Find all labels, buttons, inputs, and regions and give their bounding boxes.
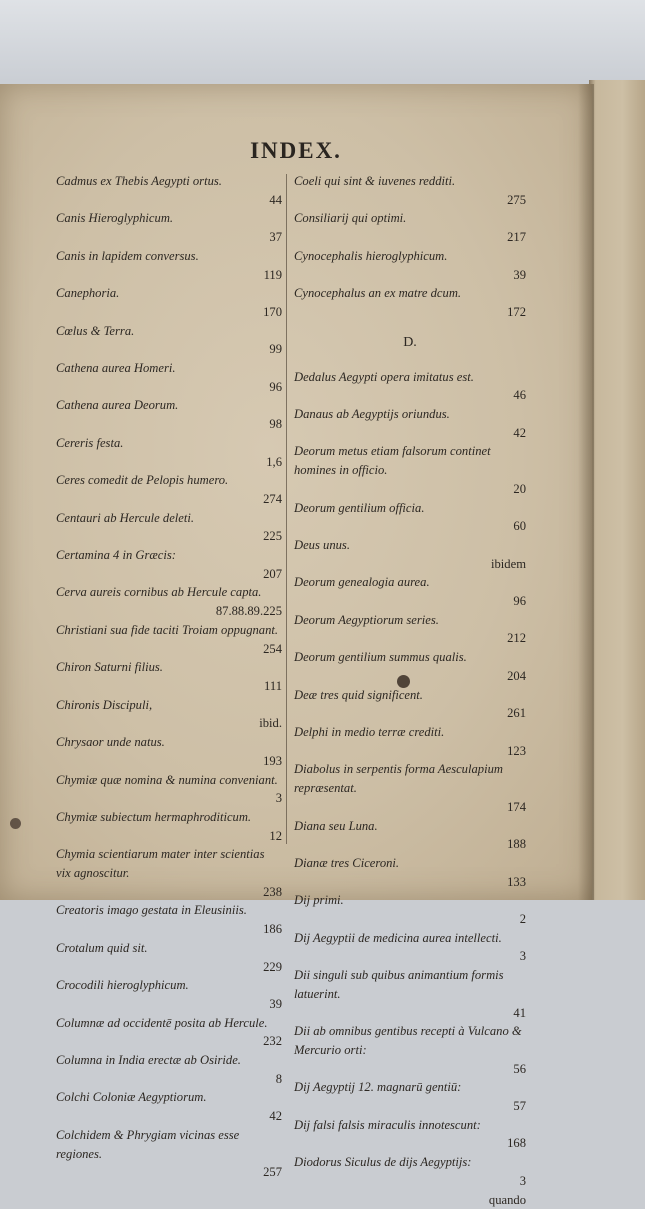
entry-text: Cereris festa. [56,435,124,450]
index-entry [56,939,282,976]
gutter-shadow [578,84,594,900]
index-entry [56,396,282,433]
entry-page-number: 212 [507,631,526,646]
entry-page-number: 20 [513,481,526,496]
entry-text: Christiani sua fide taciti Troiam oppugnant. [56,622,279,637]
index-entry [56,471,282,508]
entry-text: Diana seu Luna. [294,818,378,833]
index-entry [56,901,282,938]
entry-text: Canis in lapidem conversus. [56,248,199,263]
entry-text: Consiliarij qui optimi. [294,211,407,226]
entry-text: Dij Aegyptii de medicina aurea intellecti. [294,930,502,945]
entry-page-number: 275 [507,192,526,207]
index-entry [294,209,526,246]
entry-page-number: 56 [513,1061,526,1076]
entry-text: Deus unus. [294,537,350,552]
entry-page-number: 44 [269,192,282,207]
entry-page-number: 99 [269,342,282,357]
entry-text: Dij primi. [294,893,344,908]
entry-text: Crocodili hieroglyphicum. [56,978,189,993]
index-entry [56,1014,282,1051]
entry-text: Cadmus ex Thebis Aegypti ortus. [56,174,222,188]
index-entry [56,1088,282,1125]
entry-page-number: 8 [275,1071,282,1086]
entry-text: Certamina 4 in Græcis: [56,548,176,563]
index-entry [294,172,526,209]
entry-page-number: 2 [519,912,526,927]
entry-page-number: 204 [507,668,526,683]
entry-page-number: 261 [507,706,526,721]
entry-page-number: 37 [269,230,282,245]
index-heading: INDEX. [250,138,342,163]
next-page-edge [589,80,645,900]
left-column [56,172,282,1182]
index-entry [294,536,526,573]
index-entry [56,1051,282,1088]
entry-text: Canis Hieroglyphicum. [56,211,174,226]
index-entry [56,1126,282,1182]
entry-text: Chrysaor unde natus. [56,735,165,750]
index-entry [294,573,526,610]
right-column-c-entries [294,172,526,322]
index-entry [56,733,282,770]
entry-text: Ceres comedit de Pelopis humero. [56,473,229,488]
entry-page-number: 217 [507,230,526,245]
index-entry [294,284,526,321]
entry-text: Chymiæ subiectum hermaphroditicum. [56,809,252,824]
section-letter: D. [403,334,417,350]
entry-text: Canephoria. [56,286,120,301]
index-entry [56,359,282,396]
index-entry [294,368,526,405]
index-entry [294,966,526,1022]
entry-page-number: 207 [263,566,282,581]
entry-text: Centauri ab Hercule deleti. [56,510,195,525]
entry-page-number: 42 [269,1109,282,1124]
index-entry [294,1153,526,1190]
entry-page-number: 96 [269,379,282,394]
index-entry [56,771,282,808]
index-entry [56,658,282,695]
index-entry [294,817,526,854]
index-entry [294,499,526,536]
entry-page-number: 229 [263,959,282,974]
index-entry [56,434,282,471]
entry-text: Creatoris imago gestata in Eleusiniis. [56,903,247,918]
index-entry [56,976,282,1013]
entry-page-number: 87.88.89.225 [215,604,282,619]
entry-page-number: 238 [263,884,282,899]
index-entry [56,808,282,845]
index-entry [56,696,282,733]
entry-text: Cœlus & Terra. [56,323,135,338]
entry-page-number: ibid. [259,716,282,731]
entry-text: Chymiæ quæ nomina & numina conveniant. [56,772,278,787]
entry-page-number: 1,6 [266,454,282,469]
entry-text: Deorum metus etiam falsorum continet homines in officio. [294,444,491,478]
entry-page-number: 60 [513,519,526,534]
entry-text: Diabolus in serpentis forma Aesculapium repræsentat. [294,762,503,796]
entry-text: Deorum Aegyptiorum series. [294,612,439,627]
entry-text: Columna in India erectæ ab Osiride. [56,1053,241,1068]
index-entry [56,172,282,209]
entry-text: Chironis Discipuli, [56,697,153,712]
entry-text: Cynocephalis hieroglyphicum. [294,248,448,263]
right-column [294,172,526,1209]
catchword: quando [488,1192,526,1207]
entry-text: Deorum genealogia aurea. [294,575,430,590]
entry-page-number: 3 [519,1173,526,1188]
entry-text: Chymia scientiarum mater inter scientias vix agnoscitur. [56,847,265,881]
index-entry [294,1116,526,1153]
entry-page-number: 42 [513,425,526,440]
entry-text: Danaus ab Aegyptijs oriundus. [294,407,450,422]
entry-text: Dij falsi falsis miraculis innotescunt: [294,1117,481,1132]
entry-text: Dianæ tres Ciceroni. [294,855,400,870]
entry-page-number: 98 [269,417,282,432]
index-entry [294,1022,526,1078]
entry-page-number: 193 [263,753,282,768]
index-entry [56,845,282,901]
entry-page-number: 232 [263,1034,282,1049]
entry-page-number: 123 [507,743,526,758]
entry-text: Cathena aurea Deorum. [56,398,179,413]
entry-page-number: 57 [513,1099,526,1114]
ink-blot-margin [10,818,21,829]
entry-page-number: 119 [263,267,282,282]
background-surface [0,0,645,90]
entry-text: Colchi Coloniæ Aegyptiorum. [56,1090,207,1105]
index-entry [294,611,526,648]
entry-text: Dij Aegyptij 12. magnarū gentiū: [294,1080,462,1095]
entry-page-number: 172 [507,304,526,319]
index-entry [56,284,282,321]
column-divider [286,174,287,844]
right-column-d-entries [294,368,526,1191]
entry-page-number: 111 [264,678,282,693]
index-entry [56,583,282,620]
index-entry [294,723,526,760]
entry-text: Colchidem & Phrygiam vicinas esse regiones. [56,1127,240,1161]
entry-page-number: 133 [507,874,526,889]
entry-text: Deorum gentilium officia. [294,500,425,515]
entry-text: Cynocephalus an ex matre dcum. [294,286,462,301]
entry-text: Dii singuli sub quibus animantium formis latuerint. [294,968,504,1001]
entry-text: Columnæ ad occidentē posita ab Hercule. [56,1015,268,1030]
entry-page-number: 39 [269,996,282,1011]
entry-page-number: 225 [263,529,282,544]
entry-page-number: 3 [275,791,282,806]
index-entry [56,546,282,583]
index-entry [294,1078,526,1115]
entry-page-number: 39 [513,267,526,282]
entry-text: Diodorus Siculus de dijs Aegyptijs: [294,1155,472,1170]
entry-page-number: 96 [513,594,526,609]
index-entry [294,854,526,891]
entry-page-number: 41 [513,1005,526,1020]
index-entry [294,648,526,685]
index-entry [56,322,282,359]
entry-page-number: ibidem [491,556,526,571]
index-entry [56,509,282,546]
entry-text: Delphi in medio terræ crediti. [294,724,445,739]
entry-text: Deorum gentilium summus qualis. [294,650,467,665]
entry-page-number: 174 [507,799,526,814]
index-entry [294,760,526,816]
index-entry [56,209,282,246]
entry-page-number: 254 [263,641,282,656]
entry-text: Cerva aureis cornibus ab Hercule capta. [56,585,262,600]
index-entry [294,405,526,442]
entry-page-number: 188 [507,837,526,852]
entry-page-number: 170 [263,304,282,319]
entry-text: Crotalum quid sit. [56,940,148,955]
entry-page-number: 274 [263,491,282,506]
index-entry [294,442,526,498]
ink-blot [397,675,410,688]
entry-text: Deæ tres quid significent. [294,687,423,702]
entry-page-number: 168 [507,1136,526,1151]
index-entry [294,686,526,723]
entry-text: Cathena aurea Homeri. [56,361,176,376]
index-entry [56,621,282,658]
entry-text: Chiron Saturni filius. [56,660,163,675]
entry-text: Coeli qui sint & iuvenes redditi. [294,174,456,188]
entry-page-number: 3 [519,949,526,964]
index-entry [294,891,526,928]
index-entry [294,929,526,966]
index-entry [294,247,526,284]
index-entry [56,247,282,284]
entry-text: Dii ab omnibus gentibus recepti à Vulcano & Mercurio orti: [294,1024,522,1057]
entry-page-number: 12 [269,828,282,843]
entry-page-number: 46 [513,388,526,403]
entry-text: Dedalus Aegypti opera imitatus est. [294,369,474,384]
entry-page-number: 257 [263,1165,282,1180]
entry-page-number: 186 [263,922,282,937]
